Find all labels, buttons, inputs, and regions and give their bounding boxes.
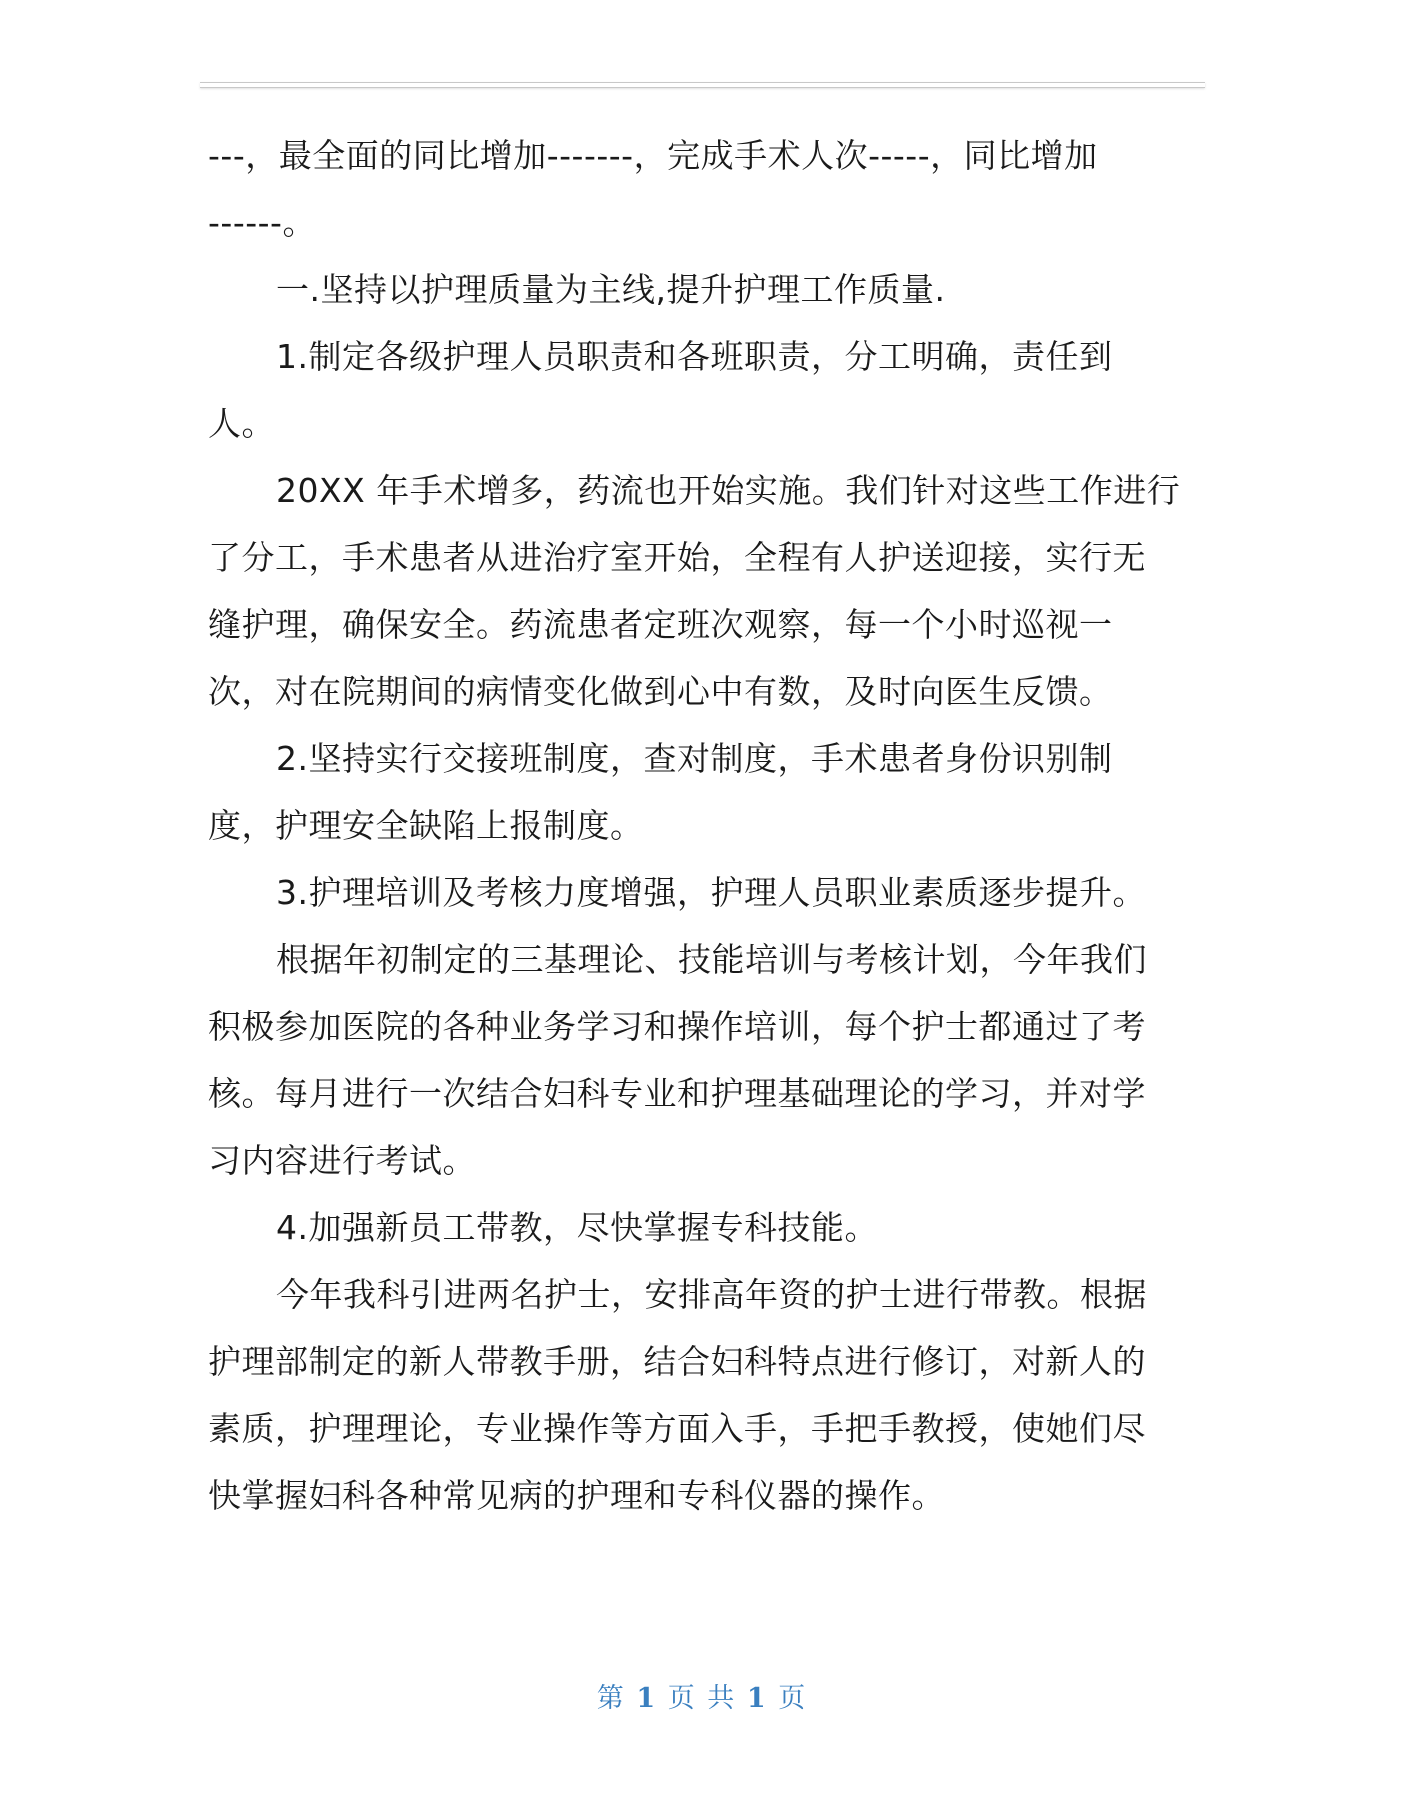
paragraph-0 (208, 122, 1200, 256)
paragraph-line: 一.坚持以护理质量为主线,提升护理工作质量. (276, 270, 946, 309)
paragraph-line: 积极参加医院的各种业务学习和操作培训，每个护士都通过了考 (208, 1007, 1146, 1046)
paragraph-line: 今年我科引进两名护士，安排高年资的护士进行带教。根据 (276, 1275, 1147, 1314)
paragraph-line: 2.坚持实行交接班制度，查对制度，手术患者身份识别制 (276, 739, 1113, 778)
document-body (208, 122, 1200, 1529)
paragraph-6 (208, 926, 1200, 1194)
footer-middle: 页 共 (667, 1683, 737, 1714)
section-heading-1 (208, 256, 1200, 323)
paragraph-line: ---，最全面的同比增加-------，完成手术人次-----，同比增加 (208, 136, 1098, 175)
paragraph-line: 20XX 年手术增多，药流也开始实施。我们针对这些工作进行 (276, 471, 1181, 510)
item-2-heading (208, 725, 1200, 859)
item-3-heading (208, 859, 1200, 926)
paragraph-line: 4.加强新员工带教，尽快掌握专科技能。 (276, 1208, 878, 1247)
header-rule (200, 82, 1205, 88)
footer-suffix: 页 (778, 1683, 808, 1714)
paragraph-line: 核。每月进行一次结合妇科专业和护理基础理论的学习，并对学 (208, 1074, 1146, 1113)
paragraph-line: ------。 (208, 203, 316, 242)
footer-page-number: 1 (636, 1683, 658, 1714)
paragraph-line: 快掌握妇科各种常见病的护理和专科仪器的操作。 (208, 1476, 945, 1515)
paragraph-line: 缝护理，确保安全。药流患者定班次观察，每一个小时巡视一 (208, 605, 1113, 644)
footer-page-total: 1 (746, 1683, 768, 1714)
page-footer (0, 1676, 1404, 1715)
paragraph-line: 1.制定各级护理人员职责和各班职责，分工明确，责任到 (276, 337, 1113, 376)
paragraph-line: 度，护理安全缺陷上报制度。 (208, 806, 644, 845)
paragraph-line: 素质，护理理论，专业操作等方面入手，手把手教授，使她们尽 (208, 1409, 1146, 1448)
item-4-heading (208, 1194, 1200, 1261)
paragraph-line: 了分工，手术患者从进治疗室开始，全程有人护送迎接，实行无 (208, 538, 1146, 577)
paragraph-line: 3.护理培训及考核力度增强，护理人员职业素质逐步提升。 (276, 873, 1146, 912)
footer-prefix: 第 (596, 1683, 626, 1714)
paragraph-line: 护理部制定的新人带教手册，结合妇科特点进行修订，对新人的 (208, 1342, 1146, 1381)
paragraph-3 (208, 457, 1200, 725)
paragraph-line: 人。 (208, 404, 275, 443)
paragraph-line: 次，对在院期间的病情变化做到心中有数，及时向医生反馈。 (208, 672, 1113, 711)
paragraph-8 (208, 1261, 1200, 1529)
paragraph-line: 根据年初制定的三基理论、技能培训与考核计划，今年我们 (276, 940, 1147, 979)
paragraph-line: 习内容进行考试。 (208, 1141, 476, 1180)
item-1-heading (208, 323, 1200, 457)
